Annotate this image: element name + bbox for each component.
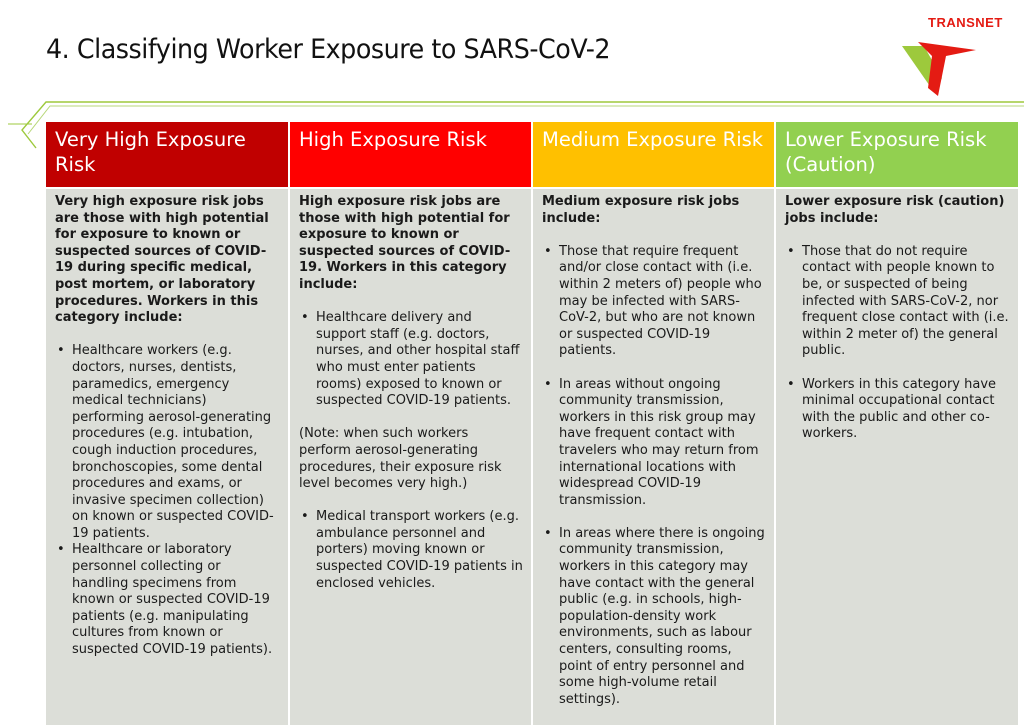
list-item: • Those that require frequent and/or close contact with (i.e. within 2 meters of) people who may be infected with SARS-CoV-2, but who are not known or suspected COVID-19 patients. — [542, 244, 766, 360]
list-item: • Workers in this category have minimal occupational contact with the public and other co-workers. — [785, 377, 1010, 443]
bullet-list — [299, 310, 523, 410]
exposure-risk-table — [46, 122, 1018, 725]
list-item: • Healthcare or laboratory personnel collecting or handling specimens from known or suspected COVID-19 patients (e.g. manipulating cultures from known or suspected COVID-19 patients). — [55, 542, 280, 658]
list-item: • In areas where there is ongoing community transmission, workers in this category may have contact with the general public (e.g. in schools, high-population-density work environments, such as labour centers, consulting rooms, point of entry personnel and some high-volume retail settings). — [542, 526, 766, 709]
note-text: (Note: when such workers perform aerosol-generating procedures, their exposure risk level becomes very high.) — [299, 426, 502, 492]
brand-logo-icon — [902, 42, 976, 96]
cell-lower — [775, 188, 1018, 725]
list-item: • In areas without ongoing community transmission, workers in this risk group may have frequent contact with travelers who may return from international locations with widespread COVID-19 transmission. — [542, 377, 766, 510]
list-item: • Medical transport workers (e.g. ambulance personnel and porters) moving known or suspected COVID-19 patients in enclosed vehicles. — [299, 509, 523, 592]
bullet-list — [55, 343, 280, 658]
intro-text: Very high exposure risk jobs are those with high potential for exposure to known or suspected sources of COVID-19 during specific medical, post mortem, or laboratory procedures. Workers in this category include: — [55, 194, 269, 326]
cell-medium — [532, 188, 775, 725]
cell-very-high — [46, 188, 289, 725]
bullet-list — [785, 244, 1010, 443]
table-body-row — [46, 188, 1018, 725]
intro-text: High exposure risk jobs are those with high potential for exposure to known or suspected sources of COVID-19. Workers in this category include: — [299, 194, 511, 292]
intro-text: Lower exposure risk (caution) jobs include: — [785, 194, 1005, 226]
column-header-medium: Medium Exposure Risk — [532, 122, 775, 188]
column-header-very-high: Very High Exposure Risk — [46, 122, 289, 188]
brand-logo-text: TRANSNET — [928, 15, 1003, 30]
list-item: • Healthcare delivery and support staff (e.g. doctors, nurses, and other hospital staff who must enter patients rooms) exposed to known or suspected COVID-19 patients. — [299, 310, 523, 410]
list-item: • Those that do not require contact with people known to be, or suspected of being infected with SARS-CoV-2, nor frequent close contact with (i.e. within 2 meter of) the general public. — [785, 244, 1010, 360]
intro-text: Medium exposure risk jobs include: — [542, 194, 740, 226]
table-header-row — [46, 122, 1018, 188]
page-title: 4. Classifying Worker Exposure to SARS-CoV-2 — [46, 34, 611, 65]
column-header-high: High Exposure Risk — [289, 122, 532, 188]
list-item: • Healthcare workers (e.g. doctors, nurses, dentists, paramedics, emergency medical technicians) performing aerosol-generating procedures (e.g. intubation, cough induction procedures, bronchoscopies, some dental procedures and exams, or invasive specimen collection) on known or suspected COVID-19 patients. — [55, 343, 280, 542]
bullet-list — [299, 509, 523, 592]
column-header-lower: Lower Exposure Risk (Caution) — [775, 122, 1018, 188]
cell-high — [289, 188, 532, 725]
bullet-list — [542, 244, 766, 709]
